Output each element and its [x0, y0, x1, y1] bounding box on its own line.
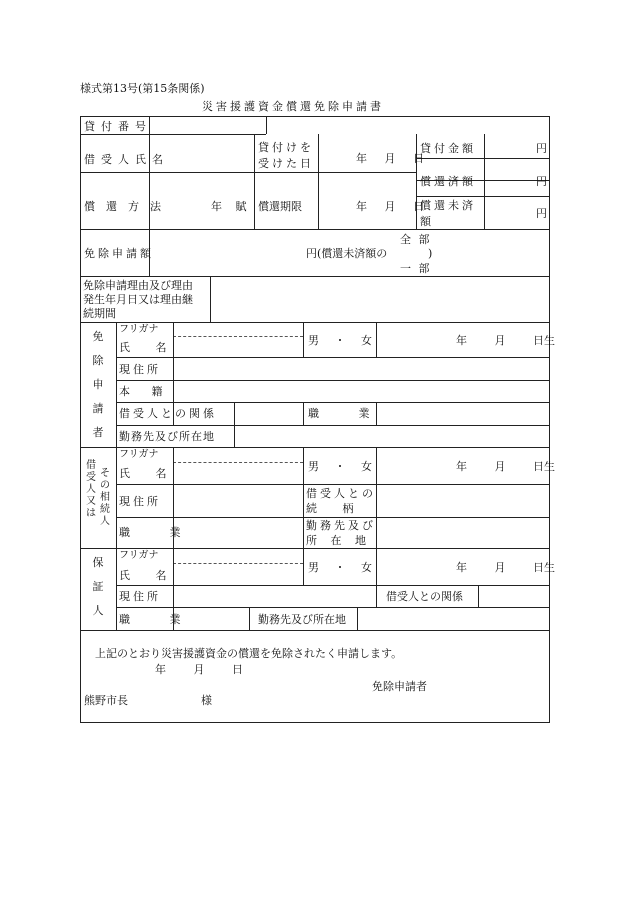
heir-birth: 年 月 日生 [456, 460, 555, 473]
applicant-signature-label: 免除申請者 [372, 680, 427, 693]
applicant-name-label: 氏 名 [119, 341, 167, 354]
reason-line-1: 免除申請理由及び理由 [83, 279, 193, 292]
exemption-partial: 一 部 [400, 262, 430, 275]
reason-line-3: 続期間 [83, 307, 116, 320]
loan-number-label: 貸付番号 [84, 120, 152, 133]
form-number: 様式第13号(第15条関係) [80, 82, 205, 95]
exemption-all: 全 部 [400, 233, 430, 246]
heir-occupation-label: 職 業 [119, 526, 181, 539]
applicant-furigana-label: フリガナ [119, 324, 159, 335]
applicant-workplace-label: 勤務先及び所在地 [119, 430, 215, 443]
heir-sex: 男 ・ 女 [308, 460, 372, 473]
applicant-relation-label: 借受人との関係 [119, 407, 217, 420]
applicant-address-label: 現住所 [119, 363, 161, 376]
heir-address-label: 現住所 [119, 495, 161, 508]
applicant-birth: 年 月 日生 [456, 334, 555, 347]
application-statement: 上記のとおり災害援護資金の償還を免除されたく申請します。 [95, 647, 403, 660]
guarantor-workplace-label: 勤務先及び所在地 [258, 613, 346, 626]
applicant-sex: 男 ・ 女 [308, 334, 372, 347]
repay-method-label: 償還方法 [84, 200, 172, 213]
heir-relation-label-2: 続 柄 [306, 502, 354, 515]
guarantor-furigana-label: フリガナ [119, 550, 159, 561]
heir-workplace-label-2: 所 在 地 [306, 534, 366, 547]
applicant-domicile-label: 本 籍 [119, 385, 163, 398]
heir-workplace-label-1: 勤務先及び [306, 519, 376, 532]
exemption-amount-label: 免除申請額 [84, 247, 154, 260]
guarantor-sex: 男 ・ 女 [308, 561, 372, 574]
heir-name-label: 氏 名 [119, 467, 167, 480]
addressee: 熊野市長 [84, 694, 128, 707]
exemption-close-paren: ) [428, 247, 433, 260]
applicant-occupation-label: 職 業 [308, 407, 370, 420]
repaid-amount-yen: 円 [536, 175, 547, 188]
applicant-section-label: 免 除 申 請 者 [92, 330, 104, 439]
application-date: 年 月 日 [155, 663, 243, 676]
repaid-amount-label: 償還済額 [420, 175, 476, 188]
honorific: 様 [201, 694, 212, 707]
loan-amount-yen: 円 [536, 142, 547, 155]
repay-deadline-label: 償還期限 [258, 200, 302, 213]
heir-relation-label-1: 借受人との [306, 487, 376, 500]
guarantor-name-label: 氏 名 [119, 569, 167, 582]
heir-section-label-col2: そ の 相 続 人 [100, 468, 110, 527]
unpaid-amount-yen: 円 [536, 207, 547, 220]
unpaid-amount-label-2: 額 [420, 215, 431, 228]
reason-line-2: 発生年月日又は理由継 [83, 293, 193, 306]
repay-deadline-ymd: 年 月 日 [356, 200, 424, 213]
guarantor-relation-label: 借受人との関係 [386, 590, 463, 603]
unpaid-amount-label-1: 償還未済 [420, 199, 476, 212]
guarantor-occupation-label: 職 業 [119, 613, 181, 626]
guarantor-address-label: 現住所 [119, 590, 161, 603]
loan-amount-label: 貸付金額 [420, 142, 476, 155]
loan-date-label-2: 受けた日 [258, 157, 314, 170]
guarantor-birth: 年 月 日生 [456, 561, 555, 574]
guarantor-section-label: 保 証 人 [92, 556, 104, 617]
exemption-yen-unpaid: 円(償還未済額の [306, 247, 388, 260]
heir-section-label-col1: 借 受 人 又 は [86, 460, 96, 519]
loan-date-ymd: 年 月 日 [356, 152, 424, 165]
form-title: 災害援護資金償還免除申請書 [202, 100, 384, 113]
loan-date-label-1: 貸付けを [258, 141, 314, 154]
borrower-name-label: 借受人氏名 [84, 153, 169, 166]
annual-installment: 年 賦 [211, 200, 247, 213]
heir-furigana-label: フリガナ [119, 449, 159, 460]
